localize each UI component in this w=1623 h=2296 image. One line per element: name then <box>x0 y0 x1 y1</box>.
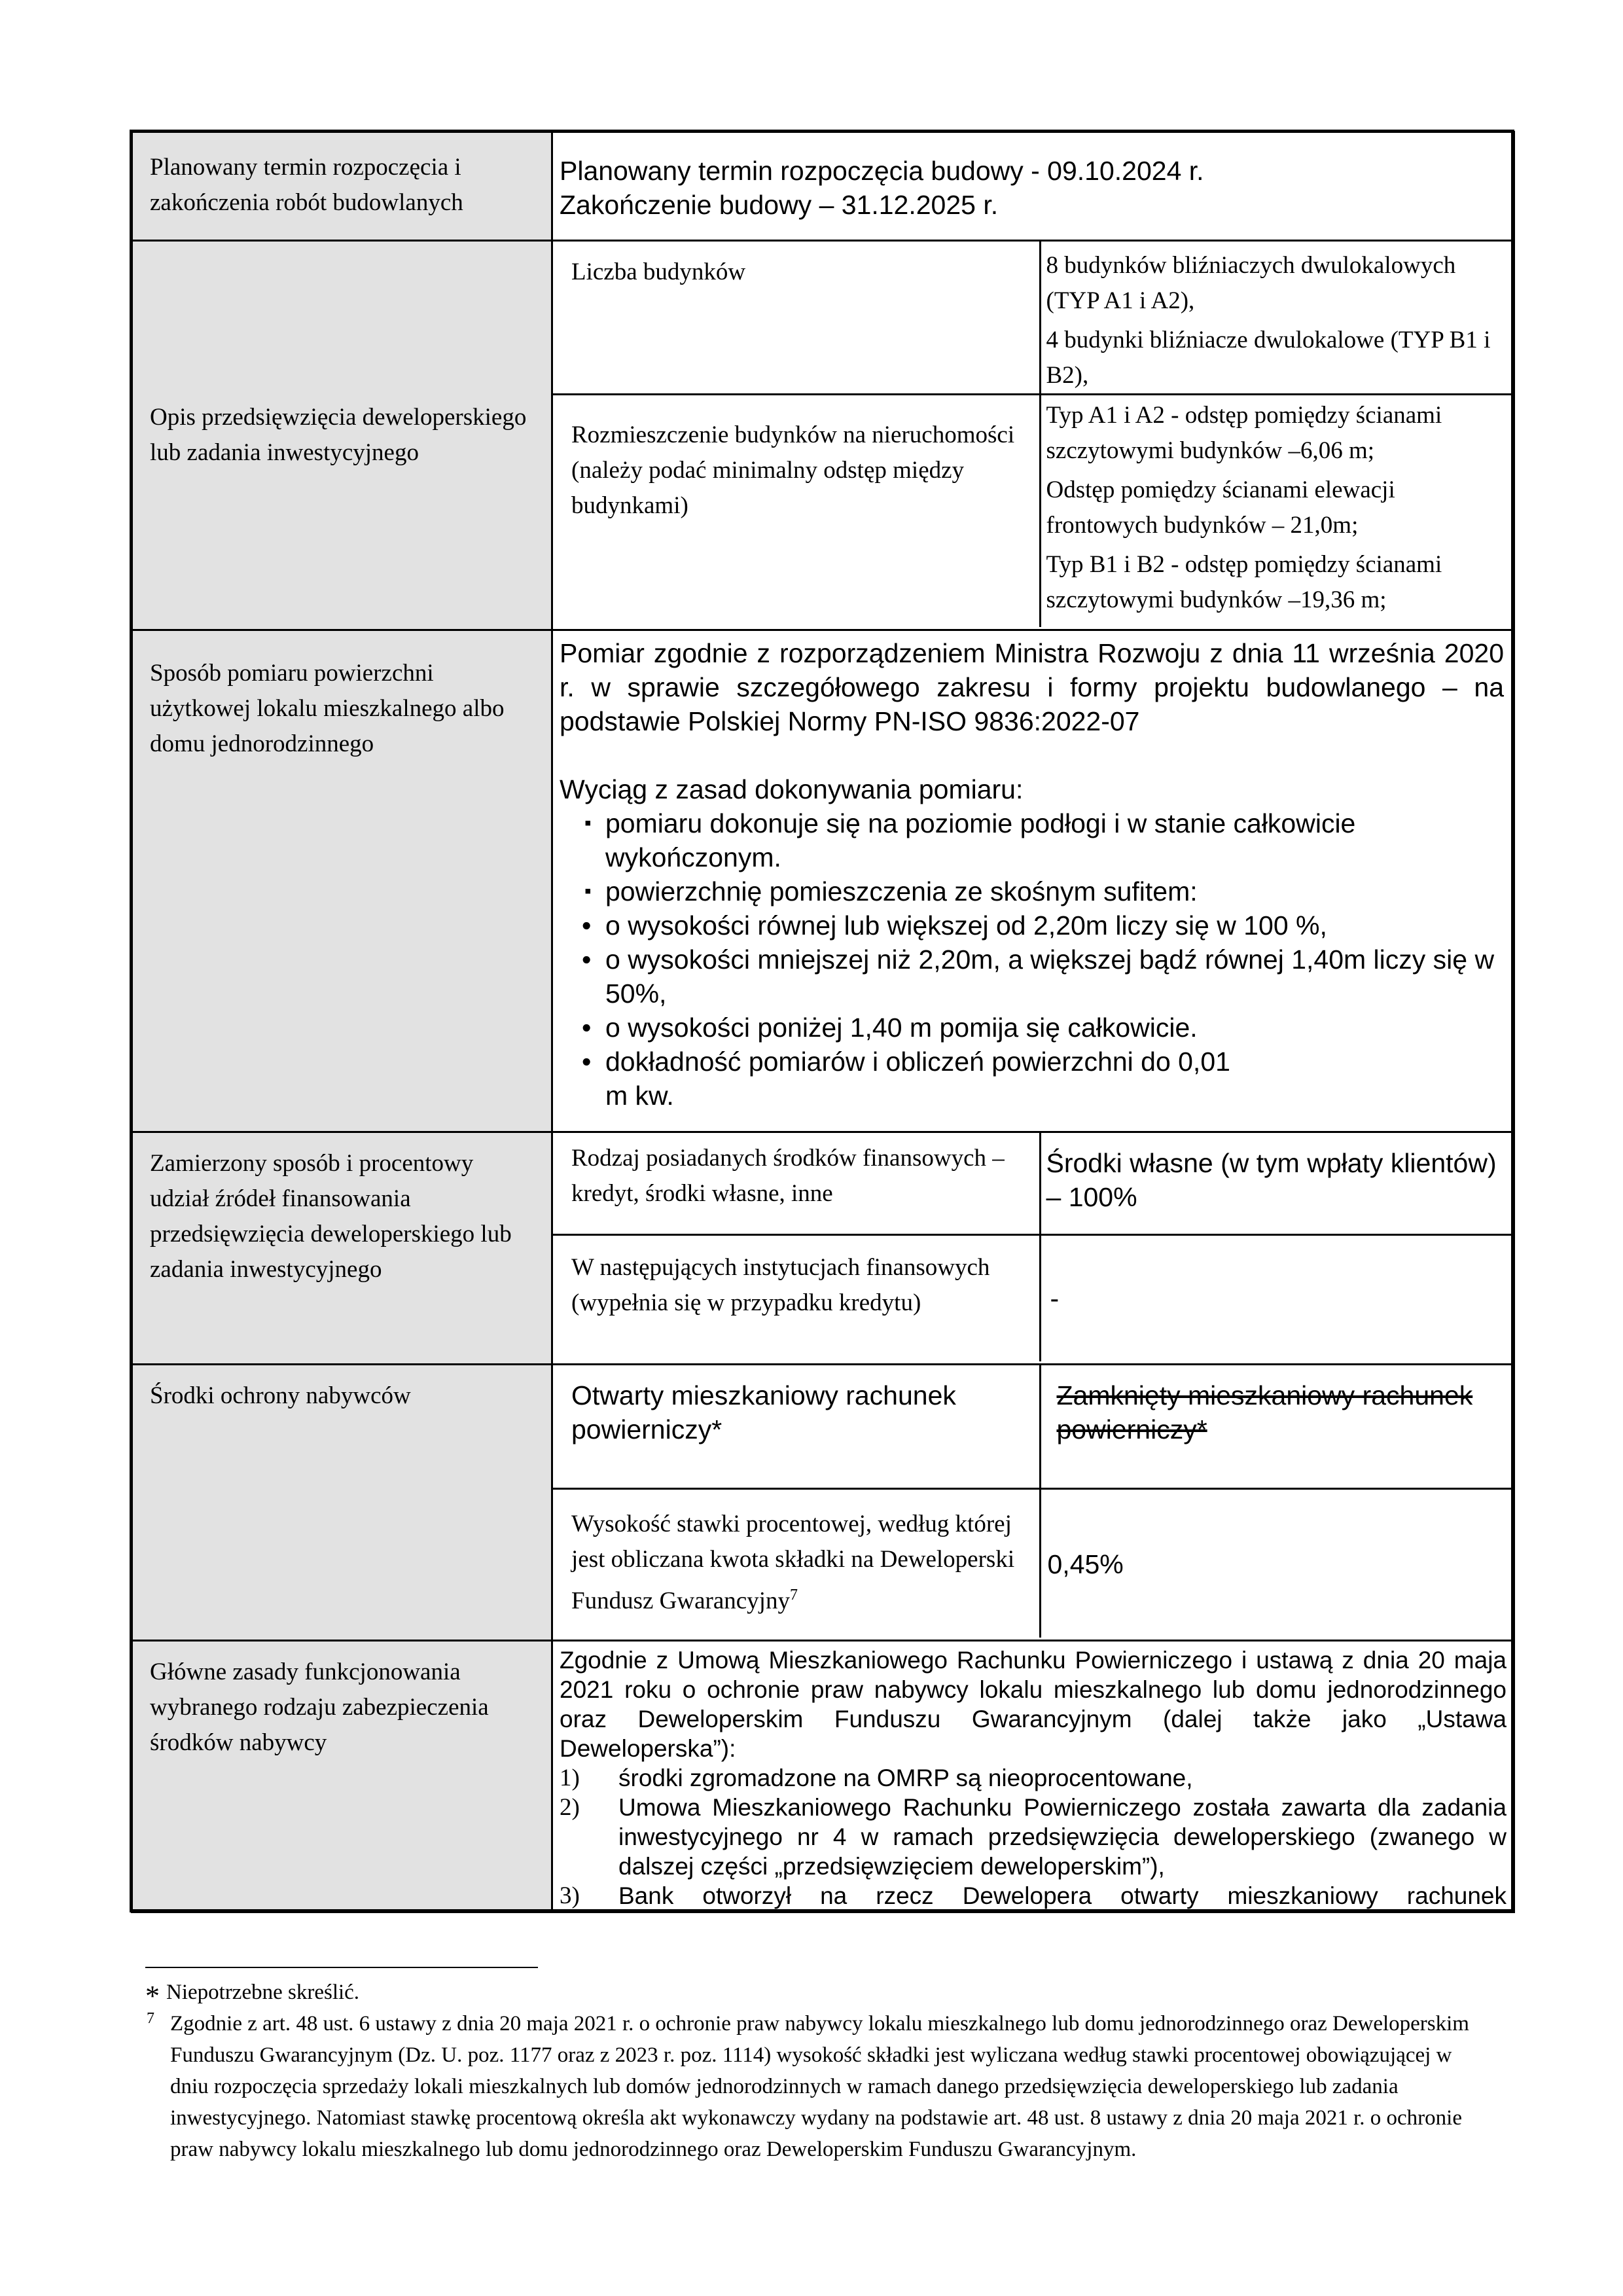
schedule-start: Planowany termin rozpoczęcia budowy - 09.10.2024 r. <box>560 156 1204 186</box>
dot-bullet-icon: • <box>582 910 592 941</box>
guarantee-fund-rate-value: 0,45% <box>1040 1488 1515 1638</box>
placement-front: Odstęp pomiędzy ścianami elewacji frontowych budynków – 21,0m; <box>1046 476 1395 539</box>
list-item: 2) Umowa Mieszkaniowego Rachunku Powierniczego została zawarta dla zadania inwestycyjnego nr 4 w ramach przedsięwzięcia deweloperskiego (zwanego w dalszej części „przedsięwzięciem deweloperskim”), <box>560 1794 1507 1880</box>
footnote-7-marker: 7 <box>147 2010 154 2027</box>
row-security-principles <box>132 1641 1514 1912</box>
open-trust-account-option: Otwarty mieszkaniowy rachunek powierniczy* <box>553 1365 1040 1488</box>
row-financing <box>132 1132 1514 1365</box>
label-security-principles: Główne zasady funkcjonowania wybranego rodzaju zabezpieczenia środków nabywcy <box>132 1641 552 1912</box>
financing-sources-label: Rodzaj posiadanych środków finansowych – kredyt, środki własne, inne <box>553 1133 1040 1234</box>
closed-trust-account-option: Zamknięty mieszkaniowy rachunek powierniczy* <box>1040 1365 1515 1488</box>
label-financing: Zamierzony sposób i procentowy udział źródeł finansowania przedsięwzięcia deweloperskiego lub zadania inwestycyjnego <box>132 1132 552 1365</box>
measurement-square-list <box>560 806 1504 908</box>
list-item: ▪ pomiaru dokonuje się na poziomie podłogi i w stanie całkowicie wykończonym. <box>560 806 1504 874</box>
list-item: • o wysokości mniejszej niż 2,20m, a większej bądź równej 1,40m liczy się w 50%, <box>560 942 1504 1011</box>
list-item: 3) Bank otworzył na rzecz Dewelopera otwarty mieszkaniowy rachunek <box>560 1882 1507 1909</box>
developer-prospectus-table <box>131 131 1515 1913</box>
buildings-count-values <box>1040 242 1515 395</box>
footnote-star-text: Niepotrzebne skreślić. <box>166 1981 360 2004</box>
dot-bullet-icon: • <box>582 944 592 975</box>
guarantee-fund-rate-label: Wysokość stawki procentowej, według której jest obliczana kwota składki na Deweloperski Fundusz Gwarancyjny$^7$ <box>553 1488 1040 1638</box>
dot-bullet-icon: • <box>582 1013 592 1043</box>
square-bullet-icon: ▪ <box>584 812 592 834</box>
list-item: • o wysokości poniżej 1,40 m pomija się całkowicie. <box>560 1011 1504 1045</box>
dot-bullet-icon: • <box>582 1047 592 1077</box>
value-security-principles <box>552 1641 1514 1912</box>
footnote-star-marker: * <box>145 1980 160 2012</box>
square-bullet-icon: ▪ <box>584 880 592 902</box>
value-construction-schedule <box>552 132 1514 241</box>
value-project-description <box>552 241 1514 630</box>
footnote-7 <box>145 2008 1493 2165</box>
measurement-extract-title: Wyciąg z zasad dokonywania pomiaru: <box>560 774 1024 804</box>
buildings-count-type-a: 8 budynków bliźniaczych dwulokalowych (TYP A1 i A2), <box>1046 252 1456 314</box>
principles-list <box>560 1763 1507 1910</box>
placement-label: Rozmieszczenie budynków na nieruchomości (należy podać minimalny odstęp między budynkami) <box>553 395 1040 628</box>
buildings-count-label: Liczba budynków <box>553 242 1040 395</box>
list-item: • o wysokości równej lub większej od 2,20m liczy się w 100 %, <box>560 908 1504 942</box>
footnote-star <box>145 1977 1493 2012</box>
value-buyer-protection <box>552 1365 1514 1641</box>
footnote-7-text: Zgodnie z art. 48 ust. 6 ustawy z dnia 20 maja 2021 r. o ochronie praw nabywcy lokalu mieszkalnego lub domu jednorodzinnego oraz Deweloperskim Funduszu Gwarancyjnym (Dz. U. poz. 1177 oraz z 2023 r. poz. 1114) wysokość składki jest wyliczana według stawki procentowej obowiązującej w dniu rozpoczęcia sprzedaży lokali mieszkalnych lub domów jednorodzinnych w ramach danego przedsięwzięcia deweloperskiego lub zadania inwestycyjnego. Natomiast stawkę procentową określa akt wykonawczy wydany na podstawie art. 48 ust. 8 ustawy z dnia 20 maja 2021 r. o ochronie praw nabywcy lokalu mieszkalnego lub domu jednorodzinnego oraz Deweloperskim Funduszu Gwarancyjnym. <box>170 2012 1469 2161</box>
financing-institutions-label: W następujących instytucjach finansowych (wypełnia się w przypadku kredytu) <box>553 1234 1040 1361</box>
list-item: 1) środki zgromadzone na OMRP są nieoprocentowane, <box>560 1765 1193 1791</box>
list-item: • dokładność pomiarów i obliczeń powierzchni do 0,01 m kw. <box>560 1045 1504 1113</box>
financing-institutions-value: - <box>1040 1234 1515 1361</box>
value-financing <box>552 1132 1514 1365</box>
buildings-count-type-b: 4 budynki bliźniacze dwulokalowe (TYP B1 i B2), <box>1046 327 1491 389</box>
placement-type-a: Typ A1 i A2 - odstęp pomiędzy ścianami szczytowymi budynków –6,06 m; <box>1046 402 1442 464</box>
row-project-description <box>132 241 1514 630</box>
list-item: ▪ powierzchnię pomieszczenia ze skośnym sufitem: <box>560 874 1504 908</box>
measurement-dot-list <box>560 908 1504 1113</box>
footnote-separator <box>145 1967 538 1968</box>
label-buyer-protection: Środki ochrony nabywców <box>132 1365 552 1641</box>
schedule-end: Zakończenie budowy – 31.12.2025 r. <box>560 190 999 220</box>
footnotes <box>145 1977 1493 2165</box>
placement-type-b: Typ B1 i B2 - odstęp pomiędzy ścianami szczytowymi budynków –19,36 m; <box>1046 551 1442 613</box>
value-measurement-method <box>552 630 1514 1132</box>
placement-values <box>1040 395 1515 628</box>
label-project-description: Opis przedsięwzięcia deweloperskiego lub zadania inwestycyjnego <box>132 241 552 630</box>
measurement-intro: Pomiar zgodnie z rozporządzeniem Ministra Rozwoju z dnia 11 września 2020 r. w sprawie szczegółowego zakresu i formy projektu budowlanego – na podstawie Polskiej Normy PN-ISO 9836:2022-07 <box>560 638 1504 736</box>
principles-intro: Zgodnie z Umową Mieszkaniowego Rachunku Powierniczego i ustawą z dnia 20 maja 2021 roku o ochronie praw nabywcy lokalu mieszkalnego lub domu jednorodzinnego oraz Deweloperskim Funduszu Gwarancyjnym (dalej także jako „Ustawa Deweloperska”): <box>560 1647 1507 1762</box>
label-construction-schedule: Planowany termin rozpoczęcia i zakończenia robót budowlanych <box>132 132 552 241</box>
financing-sources-value: Środki własne (w tym wpłaty klientów) – 100% <box>1040 1133 1515 1234</box>
label-measurement-method: Sposób pomiaru powierzchni użytkowej lokalu mieszkalnego albo domu jednorodzinnego <box>132 630 552 1132</box>
row-measurement-method <box>132 630 1514 1132</box>
footnote-ref: 7 <box>789 1586 798 1604</box>
row-buyer-protection <box>132 1365 1514 1641</box>
row-construction-schedule <box>132 132 1514 241</box>
